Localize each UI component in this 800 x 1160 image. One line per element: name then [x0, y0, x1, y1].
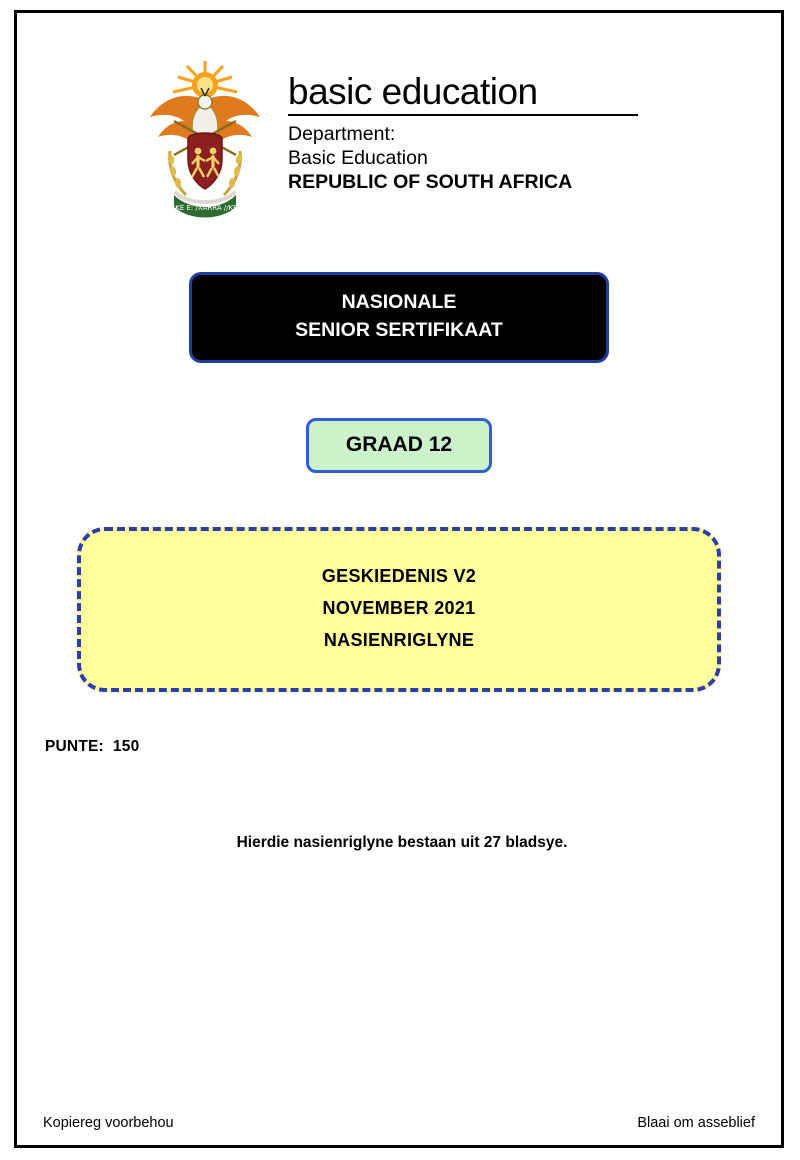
certificate-banner-wrap — [17, 272, 781, 363]
coat-motto-text: !KE E: /XARRA //KE — [172, 204, 238, 212]
subject-session: NOVEMBER 2021 — [322, 597, 476, 618]
marks-value: 150 — [112, 737, 140, 755]
pages-note: Hierdie nasienriglyne bestaan uit 27 bladsye. — [236, 833, 568, 851]
department-name: Basic Education — [288, 146, 428, 169]
department-wordmark — [288, 55, 658, 194]
footer-copyright: Kopiereg voorbehou — [43, 1115, 174, 1131]
certificate-banner — [189, 272, 609, 363]
subject-panel — [77, 527, 721, 692]
certificate-line-2: SENIOR SERTIFIKAAT — [295, 319, 503, 342]
subject-name: GESKIEDENIS V2 — [321, 565, 477, 586]
grade-badge-wrap — [17, 418, 781, 473]
page-footer — [17, 1115, 781, 1131]
document-header — [17, 13, 781, 230]
country-name: REPUBLIC OF SOUTH AFRICA — [288, 170, 573, 193]
marks-line — [45, 738, 781, 756]
brand-title: basic education — [288, 71, 538, 112]
certificate-line-1: NASIONALE — [341, 291, 457, 313]
marks-label: PUNTE: — [45, 737, 104, 755]
footer-turn-over: Blaai om asseblief — [637, 1115, 755, 1131]
south-african-coat-of-arms-icon — [140, 55, 270, 230]
subject-panel-wrap — [17, 527, 781, 692]
grade-badge: GRAAD 12 — [306, 418, 492, 473]
brand-rule — [288, 114, 638, 116]
document-page — [14, 10, 784, 1148]
subject-document-type: NASIENRIGLYNE — [323, 629, 475, 650]
department-label: Department: — [288, 123, 396, 145]
